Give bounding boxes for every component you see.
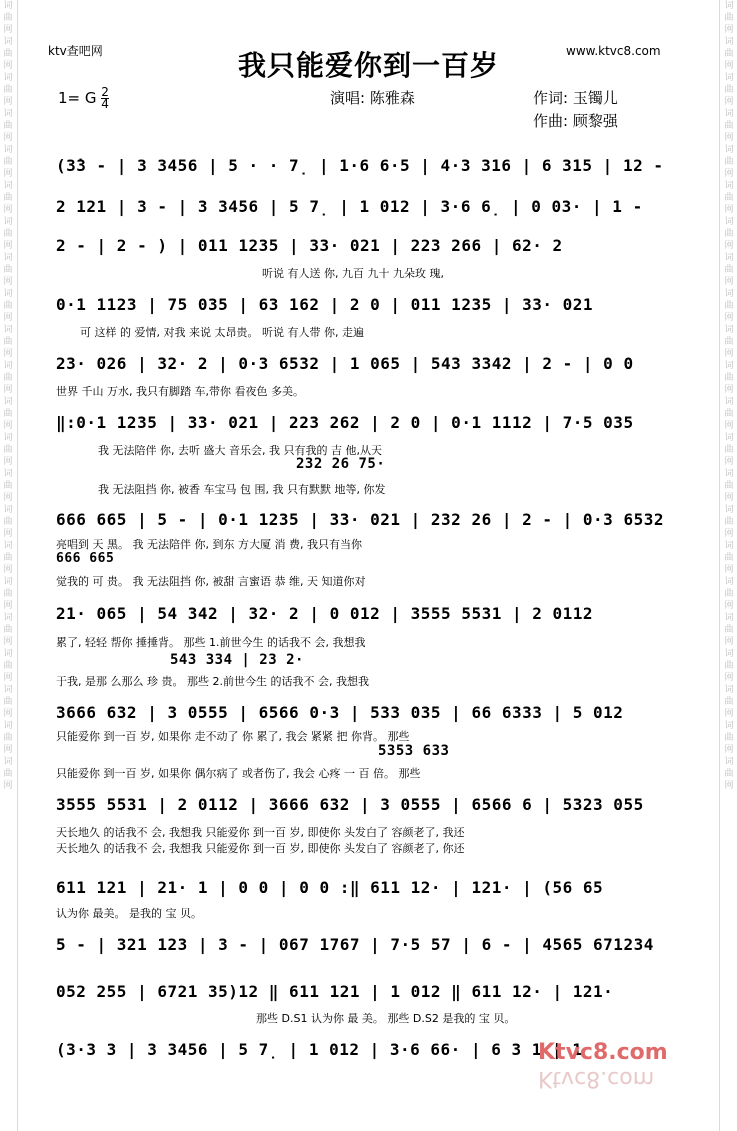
lyrics-row-6-verse1: 我 无法陪伴 你, 去听 盛大 音乐会, 我 只有我的 吉 他,从天	[98, 444, 382, 457]
time-top: 2	[101, 85, 109, 99]
notes-row-10: 3555 5531 | 2 0112 | 3666 632 | 3 0555 | 6566 6 | 5323 055	[56, 795, 644, 814]
notes-row-14: (3·3 3 | 3 3456 | 5 7̣ | 1 012 | 3·6 66· | 6 3 1 | 1	[56, 1040, 583, 1059]
lyrics-row-10-verse1: 天长地久 的话我不 会, 我想我 只能爱你 到一百 岁, 即使你 头发白了 容颜老了, 我还	[56, 826, 465, 839]
lyrics-row-4: 可 这样 的 爱情, 对我 来说 太昂贵。 听说 有人带 你, 走遍	[80, 326, 364, 339]
notes-row-7: 666 665 | 5 - | 0·1 1235 | 33· 021 | 232 26 | 2 - | 0·3 6532	[56, 510, 664, 529]
alt-notes-row-7: 666 665	[56, 551, 115, 566]
notes-row-3: 2 - | 2 - ) | 011 1235 | 33· 021 | 223 266 | 62· 2	[56, 236, 563, 255]
lyrics-row-9-verse1: 只能爱你 到一百 岁, 如果你 走不动了 你 累了, 我会 紧紧 把 你背。 那些	[56, 730, 410, 743]
time-signature	[101, 87, 109, 110]
lyrics-row-8-verse1: 累了, 轻轻 帮你 捶捶背。 那些 1.前世今生 的话我不 会, 我想我	[56, 636, 366, 649]
lyrics-row-11: 认为你 最美。 是我的 宝 贝。	[56, 907, 202, 920]
alt-notes-row-9: 5353 633	[378, 743, 450, 759]
notes-row-13: 052 255 | 6721 35)12 ‖ 611 121 | 1 012 ‖ 611 12· | 121·	[56, 982, 614, 1001]
composer-credit: 作曲: 顾黎强	[533, 112, 618, 130]
ktvc8-watermark-reflection: Ktvc8.com	[538, 1066, 655, 1091]
notes-row-6: ‖:0·1 1235 | 33· 021 | 223 262 | 2 0 | 0·1 1112 | 7·5 035	[56, 413, 634, 432]
key-signature	[58, 87, 109, 110]
time-bottom: 4	[101, 97, 109, 111]
notes-row-12: 5 - | 321 123 | 3 - | 067 1767 | 7·5 57 | 6 - | 4565 671234	[56, 935, 654, 954]
notes-row-5: 23· 026 | 32· 2 | 0·3 6532 | 1 065 | 543 3342 | 2 - | 0 0	[56, 354, 634, 373]
notes-row-11: 611 121 | 21· 1 | 0 0 | 0 0 :‖ 611 12· | 121· | (56 65	[56, 878, 604, 897]
notes-row-4: 0·1 1123 | 75 035 | 63 162 | 2 0 | 011 1235 | 33· 021	[56, 295, 594, 314]
alt-notes-row-8: 543 334 | 23 2·	[170, 652, 304, 668]
ktvc8-watermark-logo: Ktvc8.com	[538, 1040, 668, 1065]
key-label: 1= G	[58, 89, 97, 107]
lyrics-row-13: 那些 D.S1 认为你 最 美。 那些 D.S2 是我的 宝 贝。	[256, 1012, 516, 1025]
notes-row-1: (3̇3 - | 3 3456 | 5 · · 7̣ | 1·6 6·5 | 4·3 316 | 6 315 | 12 -	[56, 156, 664, 175]
notes-row-8: 21· 065 | 54 342 | 32· 2 | 0 012 | 3555 5531 | 2 0112	[56, 604, 594, 623]
notes-row-2: 2 121 | 3 - | 3 3456 | 5 7̣ | 1 012 | 3·6 6̣ | 0 03· | 1 -	[56, 197, 643, 216]
lyrics-row-6-verse2: 我 无法阻挡 你, 被香 车宝马 包 围, 我 只有默默 地等, 你发	[98, 483, 386, 496]
alt-notes-row-6: 232 26 75·	[296, 456, 386, 472]
left-margin-watermark: 词曲网词曲网词曲网词曲网词曲网词曲网词曲网词曲网词曲网词曲网词曲网词曲网词曲网词曲网词曲网词曲网词曲网词曲网词曲网词曲网词曲网词曲网	[3, 1, 13, 791]
singer-credit: 演唱: 陈雅森	[330, 89, 415, 107]
lyrics-row-7-verse1: 亮唱到 天 黑。 我 无法陪伴 你, 到东 方大厦 消 费, 我只有当你	[56, 538, 362, 551]
lyrics-row-7-verse2: 觉我的 可 贵。 我 无法阻挡 你, 被甜 言蜜语 恭 维, 天 知道你对	[56, 575, 366, 588]
lyricist-credit: 作词: 玉镯儿	[533, 89, 618, 107]
lyrics-row-8-verse2: 于我, 是那 么那么 珍 贵。 那些 2.前世今生 的话我不 会, 我想我	[56, 675, 369, 688]
lyrics-row-10-verse2: 天长地久 的话我不 会, 我想我 只能爱你 到一百 岁, 即使你 头发白了 容颜老了, 你还	[56, 842, 465, 855]
lyrics-row-9-verse2: 只能爱你 到一百 岁, 如果你 偶尔病了 或者伤了, 我会 心疼 一 百 倍。 那些	[56, 767, 421, 780]
site-name-left: ktv查吧网	[48, 44, 103, 58]
site-url-right: www.ktvc8.com	[566, 44, 661, 58]
lyrics-row-5: 世界 千山 万水, 我只有脚踏 车,带你 看夜色 多美。	[56, 385, 304, 398]
right-margin-watermark: 词曲网词曲网词曲网词曲网词曲网词曲网词曲网词曲网词曲网词曲网词曲网词曲网词曲网词曲网词曲网词曲网词曲网词曲网词曲网词曲网词曲网词曲网	[724, 1, 734, 791]
song-title: 我只能爱你到一百岁	[238, 49, 500, 82]
notes-row-9: 3666 632 | 3 0555 | 6566 0·3 | 533 035 | 66 6333 | 5 012	[56, 703, 624, 722]
lyrics-row-3: 听说 有人送 你, 九百 九十 九朵玫 瑰,	[262, 267, 444, 280]
